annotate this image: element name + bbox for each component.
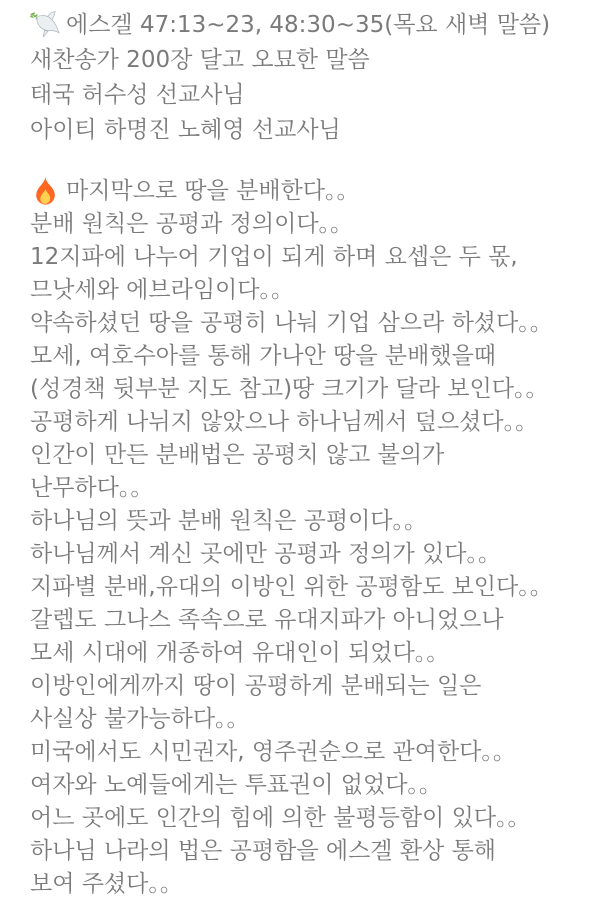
note-line: 지파별 분배,유대의 이방인 위한 공평함도 보인다。。 [30, 574, 553, 600]
note-line: 보여 주셨다。。 [30, 871, 183, 897]
note-line: 난무하다。。 [30, 475, 154, 501]
note-title-line [30, 8, 590, 43]
note-line: 갈렙도 그나스 족속으로 유대지파가 아니었으나 [30, 607, 504, 633]
note-line: 약속하셨던 땅을 공평히 나눠 기업 삼으라 하셨다。。 [30, 310, 553, 336]
note-header [30, 8, 590, 148]
note-line: 공평하게 나뉘지 않았으나 하나님께서 덮으셨다。。 [30, 409, 539, 435]
dove-icon [30, 10, 61, 41]
fire-icon [30, 176, 61, 207]
note-line: 태국 허수성 선교사님 [30, 82, 245, 108]
body-first-line [30, 175, 590, 208]
body-lines [30, 208, 590, 901]
note-line: 이방인에게까지 땅이 공평하게 분배되는 일은 [30, 673, 482, 699]
note-line: 여자와 노예들에게는 투표권이 없었다。。 [30, 772, 442, 798]
note-line: 모세 시대에 개종하여 유대인이 되었다。。 [30, 640, 450, 666]
note-line: 하나님께서 계신 곳에만 공평과 정의가 있다。。 [30, 541, 501, 567]
note-line: 하나님의 뜻과 분배 원칙은 공평이다。。 [30, 508, 428, 534]
note-line: 므낫세와 에브라임이다。。 [30, 277, 294, 303]
note-line: (성경책 뒷부분 지도 참고)땅 크기가 달라 보인다。。 [30, 376, 549, 402]
note-line: 인간이 만든 분배법은 공평치 않고 불의가 [30, 442, 445, 468]
header-lines [30, 43, 590, 148]
body-first-text: 마지막으로 땅을 분배한다。。 [66, 178, 360, 204]
note-title: 에스겔 47:13~23, 48:30~35(목요 새벽 말씀) [66, 12, 551, 38]
note-line: 새찬송가 200장 달고 오묘한 말씀 [30, 47, 370, 73]
note-line: 12지파에 나누어 기업이 되게 하며 요셉은 두 몫, [30, 244, 518, 270]
note-line: 미국에서도 시민권자, 영주권순으로 관여한다。。 [30, 739, 516, 765]
note-line: 모세, 여호수아를 통해 가나안 땅을 분배했을때 [30, 343, 497, 369]
note-line: 하나님 나라의 법은 공평함을 에스겔 환상 통해 [30, 838, 497, 864]
note-line: 분배 원칙은 공평과 정의이다。。 [30, 211, 354, 237]
note-body [30, 175, 590, 901]
note-line: 사실상 불가능하다。。 [30, 706, 250, 732]
note-line: 어느 곳에도 인간의 힘에 의한 불평등함이 있다。。 [30, 805, 531, 831]
note-line: 아이티 하명진 노혜영 선교사님 [30, 117, 341, 143]
